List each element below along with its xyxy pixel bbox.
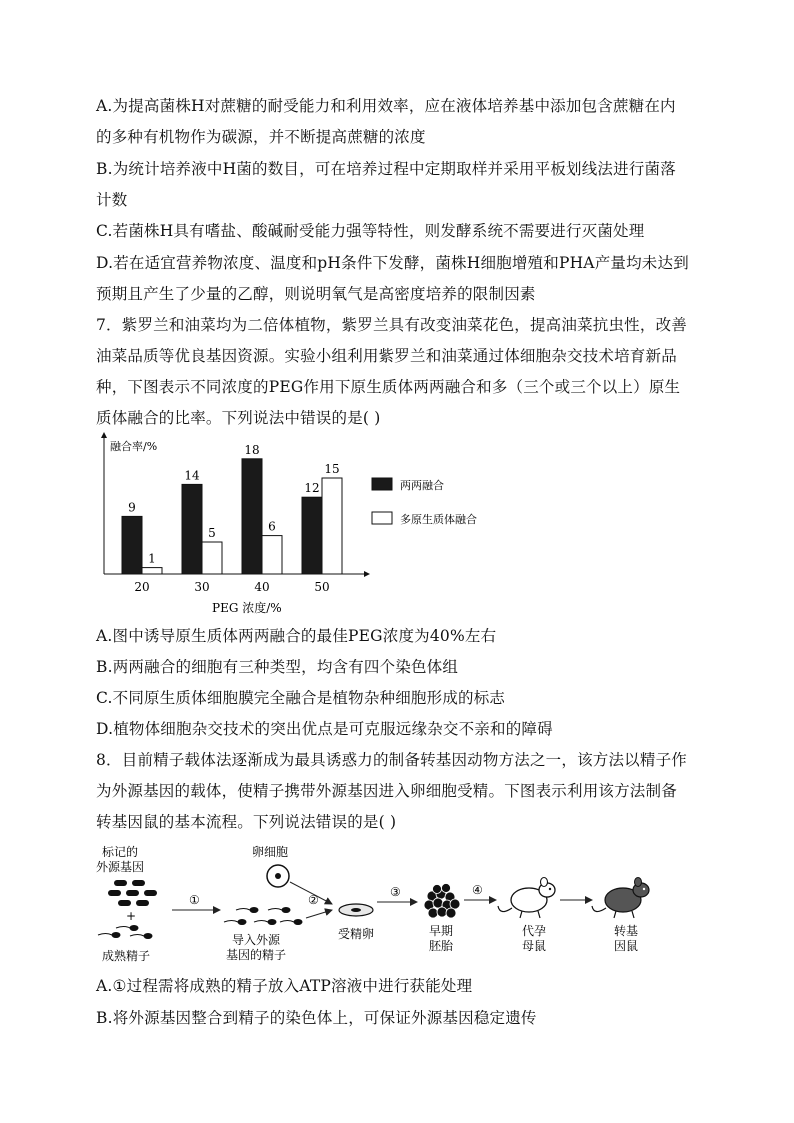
q7-option-b: B.两两融合的细胞有三种类型，均含有四个染色体组 — [96, 658, 459, 676]
legend-swatch — [372, 512, 392, 524]
bar-value-label: 14 — [184, 468, 200, 483]
q6-option-b-line1: B.为统计培养液中H菌的数目，可在培养过程中定期取样并采用平板划线法进行菌落 — [96, 160, 676, 178]
q7-option-d: D.植物体细胞杂交技术的突出优点是可克服远缘杂交不亲和的障碍 — [96, 720, 553, 738]
gene-label-2: 外源基因 — [96, 860, 145, 874]
q7-stem-line1: 7．紫罗兰和油菜均为二倍体植物，紫罗兰具有改变油菜花色，提高油菜抗虫性，改善 — [96, 316, 687, 334]
y-axis-label: 融合率/% — [110, 440, 158, 453]
x-tick-label: 30 — [194, 580, 210, 594]
x-axis-label: PEG 浓度/% — [212, 601, 282, 615]
bar-value-label: 9 — [128, 500, 136, 515]
q6-option-d-line2: 预期且产生了少量的乙醇，则说明氧气是高密度培养的限制因素 — [96, 285, 536, 303]
bar-value-label: 6 — [268, 519, 276, 534]
transgenic-mouse-flow-diagram — [92, 838, 672, 968]
flow-diagram-svg — [92, 838, 672, 968]
x-tick-label: 40 — [254, 580, 270, 594]
x-tick-label: 20 — [134, 580, 150, 594]
q8-stem-line2: 为外源基因的载体，使精子携带外源基因进入卵细胞受精。下图表示利用该方法制备 — [96, 782, 677, 800]
step1-label: ① — [189, 893, 200, 907]
q8-option-a: A.①过程需将成熟的精子放入ATP溶液中进行获能处理 — [96, 977, 473, 995]
gene-label-1: 标记的 — [102, 845, 139, 859]
step2-arrow-from-sperm — [306, 910, 332, 918]
q8-option-b: B.将外源基因整合到精子的染色体上，可保证外源基因稳定遗传 — [96, 1009, 537, 1027]
bar-value-label: 12 — [304, 481, 320, 496]
early-embryo-icon — [424, 884, 460, 919]
bar-pairwise-40 — [242, 459, 262, 574]
q7-stem-line2: 油菜品质等优良基因资源。实验小组利用紫罗兰和油菜通过体细胞杂交技术培育新品 — [96, 347, 677, 365]
egg-cell-icon — [267, 865, 289, 887]
mature-sperm-icon — [98, 926, 152, 939]
zygote-label: 受精卵 — [338, 927, 375, 941]
y-axis-arrow — [101, 432, 107, 438]
bar-multi-40 — [262, 536, 282, 574]
loaded-sperm-label-1: 导入外源 — [232, 933, 281, 947]
legend-label: 两两融合 — [400, 479, 444, 492]
gene-loaded-sperm-icon — [224, 908, 302, 925]
peg-fusion-chart — [92, 432, 522, 617]
q7-stem-line3: 种，下图表示不同浓度的PEG作用下原生质体两两融合和多（三个或三个以上）原生 — [96, 378, 681, 396]
q7-option-a: A.图中诱导原生质体两两融合的最佳PEG浓度为40%左右 — [96, 627, 497, 645]
early-embryo-label-2: 胚胎 — [429, 939, 454, 953]
transgenic-mouse-icon — [592, 878, 649, 919]
q7-option-c: C.不同原生质体细胞膜完全融合是植物杂种细胞形成的标志 — [96, 689, 506, 707]
loaded-sperm-label-2: 基因的精子 — [226, 948, 287, 962]
bar-value-label: 15 — [324, 462, 340, 476]
peg-fusion-chart-svg — [92, 432, 522, 617]
q6-option-b-line2: 计数 — [96, 191, 128, 209]
step2-label: ② — [308, 893, 319, 907]
q6-option-d-line1: D.若在适宜营养物浓度、温度和pH条件下发酵，菌株H细胞增殖和PHA产量均未达到 — [96, 254, 689, 272]
x-tick-label: 50 — [314, 580, 330, 594]
transgenic-label-1: 转基 — [614, 924, 639, 938]
step3-label: ③ — [390, 885, 401, 899]
bar-multi-20 — [142, 568, 162, 574]
q6-option-c: C.若菌株H具有嗜盐、酸碱耐受能力强等特性，则发酵系统不需要进行灭菌处理 — [96, 222, 645, 240]
step4-label: ④ — [472, 883, 483, 897]
egg-cell-label: 卵细胞 — [252, 845, 289, 859]
legend-swatch — [372, 478, 392, 490]
bar-value-label: 1 — [148, 551, 156, 566]
zygote-icon — [339, 904, 373, 916]
q7-stem-line4: 质体融合的比率。下列说法中错误的是( ) — [96, 409, 381, 427]
surrogate-label-2: 母鼠 — [522, 939, 547, 953]
legend-label: 多原生质体融合 — [400, 513, 477, 526]
q6-option-a-line2: 的多种有机物作为碳源，并不断提高蔗糖的浓度 — [96, 128, 426, 146]
bar-value-label: 18 — [244, 442, 260, 457]
q8-stem-line3: 转基因鼠的基本流程。下列说法错误的是( ) — [96, 813, 397, 831]
transgenic-label-2: 因鼠 — [614, 939, 639, 953]
bar-pairwise-20 — [122, 516, 142, 574]
mature-sperm-label: 成熟精子 — [102, 949, 151, 963]
bar-pairwise-30 — [182, 484, 202, 574]
bar-pairwise-50 — [302, 497, 322, 574]
x-axis-arrow — [364, 571, 370, 577]
bar-multi-30 — [202, 542, 222, 574]
q8-stem-line1: 8．目前精子载体法逐渐成为最具诱惑力的制备转基因动物方法之一，该方法以精子作 — [96, 751, 687, 769]
bar-value-label: 5 — [208, 526, 216, 540]
q6-option-a-line1: A.为提高菌株H对蔗糖的耐受能力和利用效率，应在液体培养基中添加包含蔗糖在内 — [96, 97, 676, 115]
plus-sign: + — [126, 909, 137, 923]
surrogate-mother-mouse-icon — [498, 878, 555, 919]
early-embryo-label-1: 早期 — [429, 924, 454, 938]
bar-multi-50 — [322, 478, 342, 574]
foreign-gene-icon — [108, 880, 157, 906]
surrogate-label-1: 代孕 — [522, 924, 547, 938]
